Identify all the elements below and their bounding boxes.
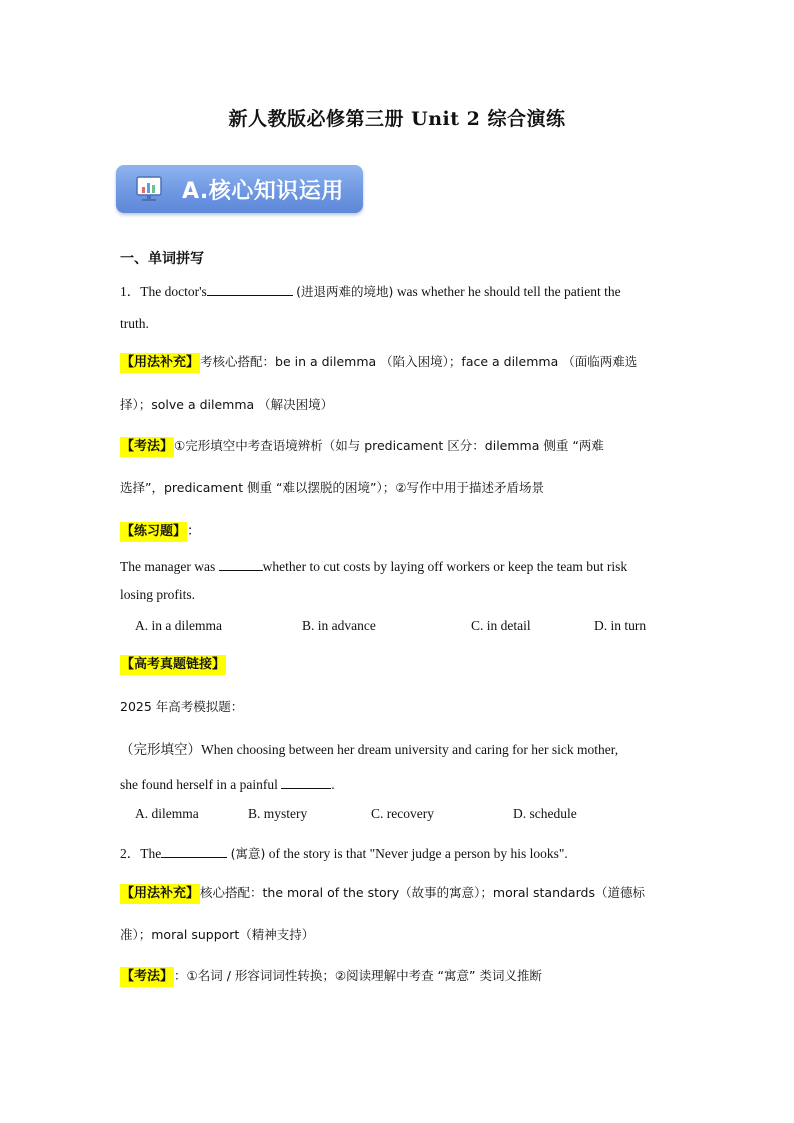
q1-gaokao-year: 2025 年高考模拟题： xyxy=(120,699,244,714)
q1-exam-text1: ①完形填空中考查语境辨析（如与 predicament 区分：dilemma 侧重 “两难 xyxy=(174,438,604,453)
banner-label: A.核心知识运用 xyxy=(182,179,344,204)
q2-usage-line2: 准）；moral support（精神支持） xyxy=(120,927,315,942)
practice-option-c[interactable]: C. in detail xyxy=(471,618,531,633)
q1-post: was whether he should tell the patient the xyxy=(396,284,621,299)
gaokao-option-b[interactable]: B. mystery xyxy=(248,806,308,821)
q2-usage-text1: 核心搭配：the moral of the story（故事的寓意）；moral standards（道德标 xyxy=(200,885,645,900)
monitor-chart-icon xyxy=(134,174,164,204)
q2-number: 2． xyxy=(120,846,141,861)
practice-option-d[interactable]: D. in turn xyxy=(594,618,647,633)
q1-practice-sentence xyxy=(120,556,627,575)
gaokao-option-c[interactable]: C. recovery xyxy=(371,806,434,821)
gaokao-option-d[interactable]: D. schedule xyxy=(513,806,577,821)
q1-gaokao-blank[interactable] xyxy=(281,774,331,789)
q2-blank[interactable] xyxy=(161,843,227,858)
q1-number: 1． xyxy=(120,284,141,299)
practice-option-a[interactable]: A. in a dilemma xyxy=(135,618,222,633)
q1-gaokao-heading xyxy=(120,655,226,675)
q1-practice-pre: The manager was xyxy=(120,559,216,574)
q1-practice-heading xyxy=(120,519,201,542)
q1-practice-tag: 【练习题】 xyxy=(120,522,187,542)
q2-sentence xyxy=(120,842,568,862)
q1-gaokao-tag: 【高考真题链接】 xyxy=(120,655,226,675)
gaokao-option-a[interactable]: A. dilemma xyxy=(135,806,199,821)
q1-practice-cont: losing profits. xyxy=(120,587,196,602)
q2-pre: The xyxy=(140,846,162,861)
q1-gaokao-sentence-cont xyxy=(120,774,335,793)
q1-usage-text1: 考核心搭配：be in a dilemma （陷入困境）；face a dilemma （面临两难选 xyxy=(200,354,638,369)
q1-exam-line1 xyxy=(120,436,604,457)
section-banner xyxy=(116,165,363,213)
q1-pre: The doctor's xyxy=(140,284,207,299)
q1-gaokao-cont: she found herself in a painful xyxy=(120,777,278,792)
q1-exam-line2: 选择”，predicament 侧重 “难以摆脱的困境”）；②写作中用于描述矛盾场景 xyxy=(120,480,544,495)
q1-sentence xyxy=(120,280,621,300)
q1-gaokao-sentence: （完形填空）When choosing between her dream university and caring for her sick mother, xyxy=(120,742,619,757)
q1-blank[interactable] xyxy=(207,281,293,296)
q1-hint: (进退两难的境地) xyxy=(296,284,394,299)
q1-usage-line2: 择）；solve a dilemma （解决困境） xyxy=(120,397,334,412)
practice-option-b[interactable]: B. in advance xyxy=(302,618,376,633)
q2-hint: (寓意) xyxy=(230,846,266,861)
q2-post: of the story is that "Never judge a person by his looks". xyxy=(268,846,568,861)
q2-usage-line1 xyxy=(120,883,645,904)
q1-usage-line1 xyxy=(120,352,637,373)
q1-exam-tag: 【考法】 xyxy=(120,437,174,457)
q1-practice-blank[interactable] xyxy=(219,556,263,571)
q2-exam-tag: 【考法】 xyxy=(120,967,174,987)
q1-gaokao-end: . xyxy=(331,777,335,792)
q2-usage-tag: 【用法补充】 xyxy=(120,884,200,904)
q2-exam-text1: ：①名词 / 形容词词性转换；②阅读理解中考查 “寓意” 类词义推断 xyxy=(174,968,542,983)
q1-practice-colon: ： xyxy=(187,523,201,538)
q2-exam-line1 xyxy=(120,966,542,987)
section-heading: 一、单词拼写 xyxy=(120,251,204,267)
q1-sentence-cont: truth. xyxy=(120,316,149,331)
page-title: 新人教版必修第三册 Unit 2 综合演练 xyxy=(228,108,566,130)
q1-practice-post: whether to cut costs by laying off workers or keep the team but risk xyxy=(262,559,628,574)
q1-usage-tag: 【用法补充】 xyxy=(120,353,200,373)
